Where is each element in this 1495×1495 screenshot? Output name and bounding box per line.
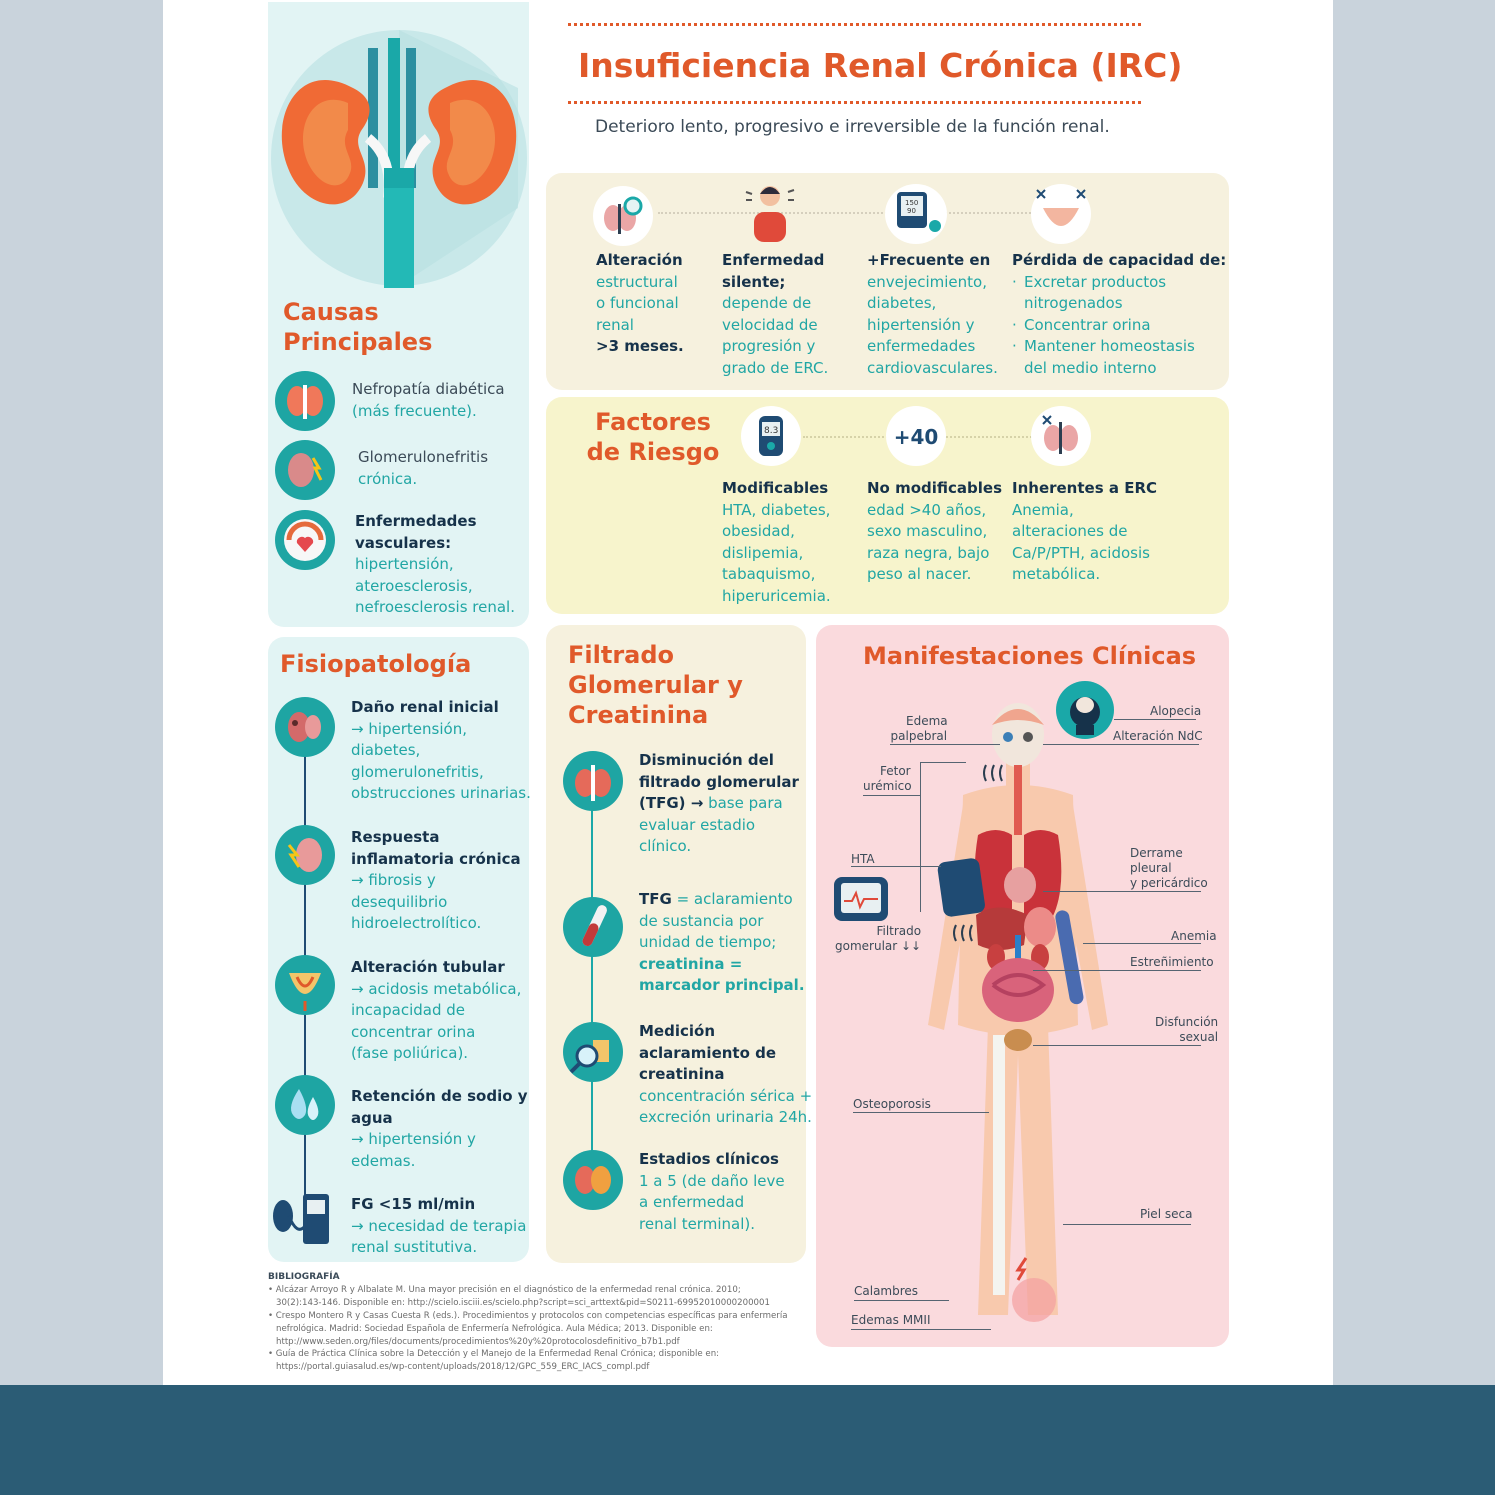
- line-derrame: [1043, 891, 1201, 892]
- line-anemia: [1083, 943, 1201, 944]
- line-piel-seca: [1063, 1224, 1191, 1225]
- line-hta: [851, 866, 941, 867]
- label-piel-seca: Piel seca: [1140, 1207, 1193, 1221]
- filtrado-item-3: Medición aclaramiento de creatinina concentración sérica + excreción urinaria 24h.: [639, 1022, 813, 1126]
- label-alteracion-ndc: Alteración NdC: [1113, 729, 1203, 743]
- body-illustration: [878, 695, 1168, 1345]
- dialysis-machine-icon: [267, 1186, 337, 1254]
- line-edema: [890, 744, 1000, 745]
- age-label: +40: [893, 425, 939, 449]
- silent-person-icon: [740, 180, 800, 242]
- line-estrenimiento: [1033, 970, 1201, 971]
- kidney-stages-icon: [563, 1150, 623, 1210]
- fisio-item-5: FG <15 ml/min → necesidad de terapia renal sustitutiva.: [351, 1195, 527, 1256]
- damaged-kidney-icon: [1031, 406, 1091, 466]
- poster: [163, 0, 1333, 1385]
- glucometer-icon: [741, 406, 801, 466]
- page-subtitle: Deterioro lento, progresivo e irreversible de la función renal.: [595, 117, 1110, 137]
- line-osteoporosis: [853, 1112, 989, 1113]
- features-dotted-line: [658, 212, 1058, 214]
- line-calambres: [854, 1300, 949, 1301]
- manif-title: Manifestaciones Clínicas: [863, 642, 1197, 670]
- label-disfuncion: Disfunción sexual: [1155, 1015, 1219, 1044]
- bibliography: BIBLIOGRAFÍA • Alcázar Arroyo R y Albalate M. Una mayor precisión en el diagnóstico de la enfermedad renal crónica. 2010; 30(2):143-146. Disponible en: http://scielo.isciii.es/scielo.php?script=sci_arttext&pid=S0211-69952010000200001 • Crespo Montero R y Casas Cuesta R (eds.). Procedimientos y protocolos con competencias específicas para enfermería nefrológica. Madrid: Sociedad Española de Enfermería Nefrológica. Aula Médica; 2013. Disponible en: http://www.seden.org/files/documents/procedimientos%20y%20protocolosdefinitivo_b7b1.pdf • Guía de Práctica Clínica sobre la Detección y el Manejo de la Enfermedad Renal Crónica; disponible en: https://portal.guiasalud.es/wp-content/uploads/2018/12/GPC_559_ERC_IACS_compl.pdf: [268, 1272, 788, 1373]
- line-alopecia: [1114, 719, 1196, 720]
- feature-3: +Frecuente en envejecimiento, diabetes, hipertensión y enfermedades cardiovasculares.: [867, 251, 998, 377]
- label-estrenimiento: Estreñimiento: [1130, 955, 1214, 969]
- age-icon: [886, 406, 946, 466]
- label-osteoporosis: Osteoporosis: [853, 1097, 931, 1111]
- page-title: Insuficiencia Renal Crónica (IRC): [578, 46, 1183, 85]
- fisio-item-1: Daño renal inicial → hipertensión, diabetes, glomerulonefritis, obstrucciones urinarias.: [351, 698, 531, 802]
- cause-item-2: Glomerulonefritis crónica.: [358, 448, 489, 488]
- label-derrame: Derrame pleural y pericárdico: [1130, 846, 1208, 890]
- kidney-illustration: [268, 18, 530, 288]
- risk-title: Factores de Riesgo: [586, 408, 720, 466]
- bp-top-value: 150: [905, 199, 919, 207]
- fisio-item-4: Retención de sodio y agua → hipertensión y edemas.: [351, 1087, 528, 1170]
- lab-magnifier-icon: [563, 1022, 623, 1082]
- kidney-icon: [275, 371, 335, 431]
- line-disfuncion: [1033, 1045, 1201, 1046]
- line-alteracion-ndc: [1043, 744, 1199, 745]
- label-hta: HTA: [851, 852, 875, 866]
- line-fetor-vertical: [920, 762, 921, 912]
- label-edemas-mmii: Edemas MMII: [851, 1313, 931, 1327]
- label-calambres: Calambres: [854, 1284, 919, 1298]
- filtrado-item-2: TFG = aclaramiento de sustancia por unidad de tiempo; creatinina = marcador principal.: [639, 890, 805, 994]
- risk-col-1: Modificables HTA, diabetes, obesidad, dislipemia, tabaquismo, hiperuricemia.: [722, 479, 831, 605]
- heart-gauge-icon: [275, 510, 335, 570]
- feature-2: Enfermedad silente; depende de velocidad de progresión y grado de ERC.: [722, 251, 829, 377]
- cause-item-1: Nefropatía diabética (más frecuente).: [352, 380, 505, 420]
- kidney-magnifier-icon: [593, 186, 653, 246]
- kidney-damage-icon: [275, 697, 335, 757]
- line-fetor-top: [920, 762, 966, 763]
- title-rule-top: [568, 23, 1141, 28]
- label-fetor-uremico: Fetor urémico: [863, 764, 912, 793]
- glomerulus-icon: [563, 751, 623, 811]
- test-tube-icon: [563, 897, 623, 957]
- filtrado-item-4: Estadios clínicos 1 a 5 (de daño leve a enfermedad renal terminal).: [639, 1150, 785, 1233]
- risk-col-2: No modificables edad >40 años, sexo masculino, raza negra, bajo peso al nacer.: [867, 479, 1003, 583]
- blood-pressure-monitor-icon: [885, 184, 947, 244]
- bp-bottom-value: 90: [907, 207, 916, 215]
- footer-band: [0, 1385, 1495, 1495]
- glucometer-value: 8.3: [764, 426, 779, 436]
- feature-4: Pérdida de capacidad de: · Excretar productos nitrogenados · Concentrar orina · Mantener homeostasis del medio interno: [1012, 250, 1226, 379]
- fisio-item-2: Respuesta inflamatoria crónica → fibrosis y desequilibrio hidroelectrolítico.: [351, 828, 521, 932]
- bp-monitor-device: [832, 875, 890, 923]
- title-rule-bottom: [568, 101, 1141, 106]
- label-edema-palpebral: Edema palpebral: [890, 714, 948, 743]
- inflamed-kidney-icon: [275, 440, 335, 500]
- label-filtrado: Filtrado gomerular ↓↓: [835, 924, 922, 953]
- tubule-icon: [275, 955, 335, 1015]
- risk-col-3: Inherentes a ERC Anemia, alteraciones de Ca/P/PTH, acidosis metabólica.: [1012, 479, 1158, 583]
- label-anemia: Anemia: [1171, 929, 1217, 943]
- filtrado-title: Filtrado Glomerular y Creatinina: [568, 641, 743, 729]
- water-drop-icon: [275, 1075, 335, 1135]
- fisio-title: Fisiopatología: [280, 650, 472, 678]
- bladder-icon: [1031, 184, 1091, 244]
- feature-1: Alteración estructural o funcional renal >3 meses.: [596, 251, 684, 355]
- alopecia-head-icon: [1056, 681, 1114, 739]
- filtrado-item-1: Disminución del filtrado glomerular (TFG) → base para evaluar estadio clínico.: [639, 751, 799, 855]
- cause-item-3: Enfermedades vasculares: hipertensión, ateroesclerosis, nefroesclerosis renal.: [355, 512, 515, 616]
- label-alopecia: Alopecia: [1150, 704, 1202, 718]
- fisio-item-3: Alteración tubular → acidosis metabólica, incapacidad de concentrar orina (fase poliúrica).: [351, 958, 522, 1062]
- line-edemas: [851, 1329, 991, 1330]
- filtrado-timeline: [591, 790, 593, 1190]
- causes-title: Causas Principales: [283, 298, 433, 356]
- line-fetor: [863, 795, 921, 796]
- inflammation-icon: [275, 825, 335, 885]
